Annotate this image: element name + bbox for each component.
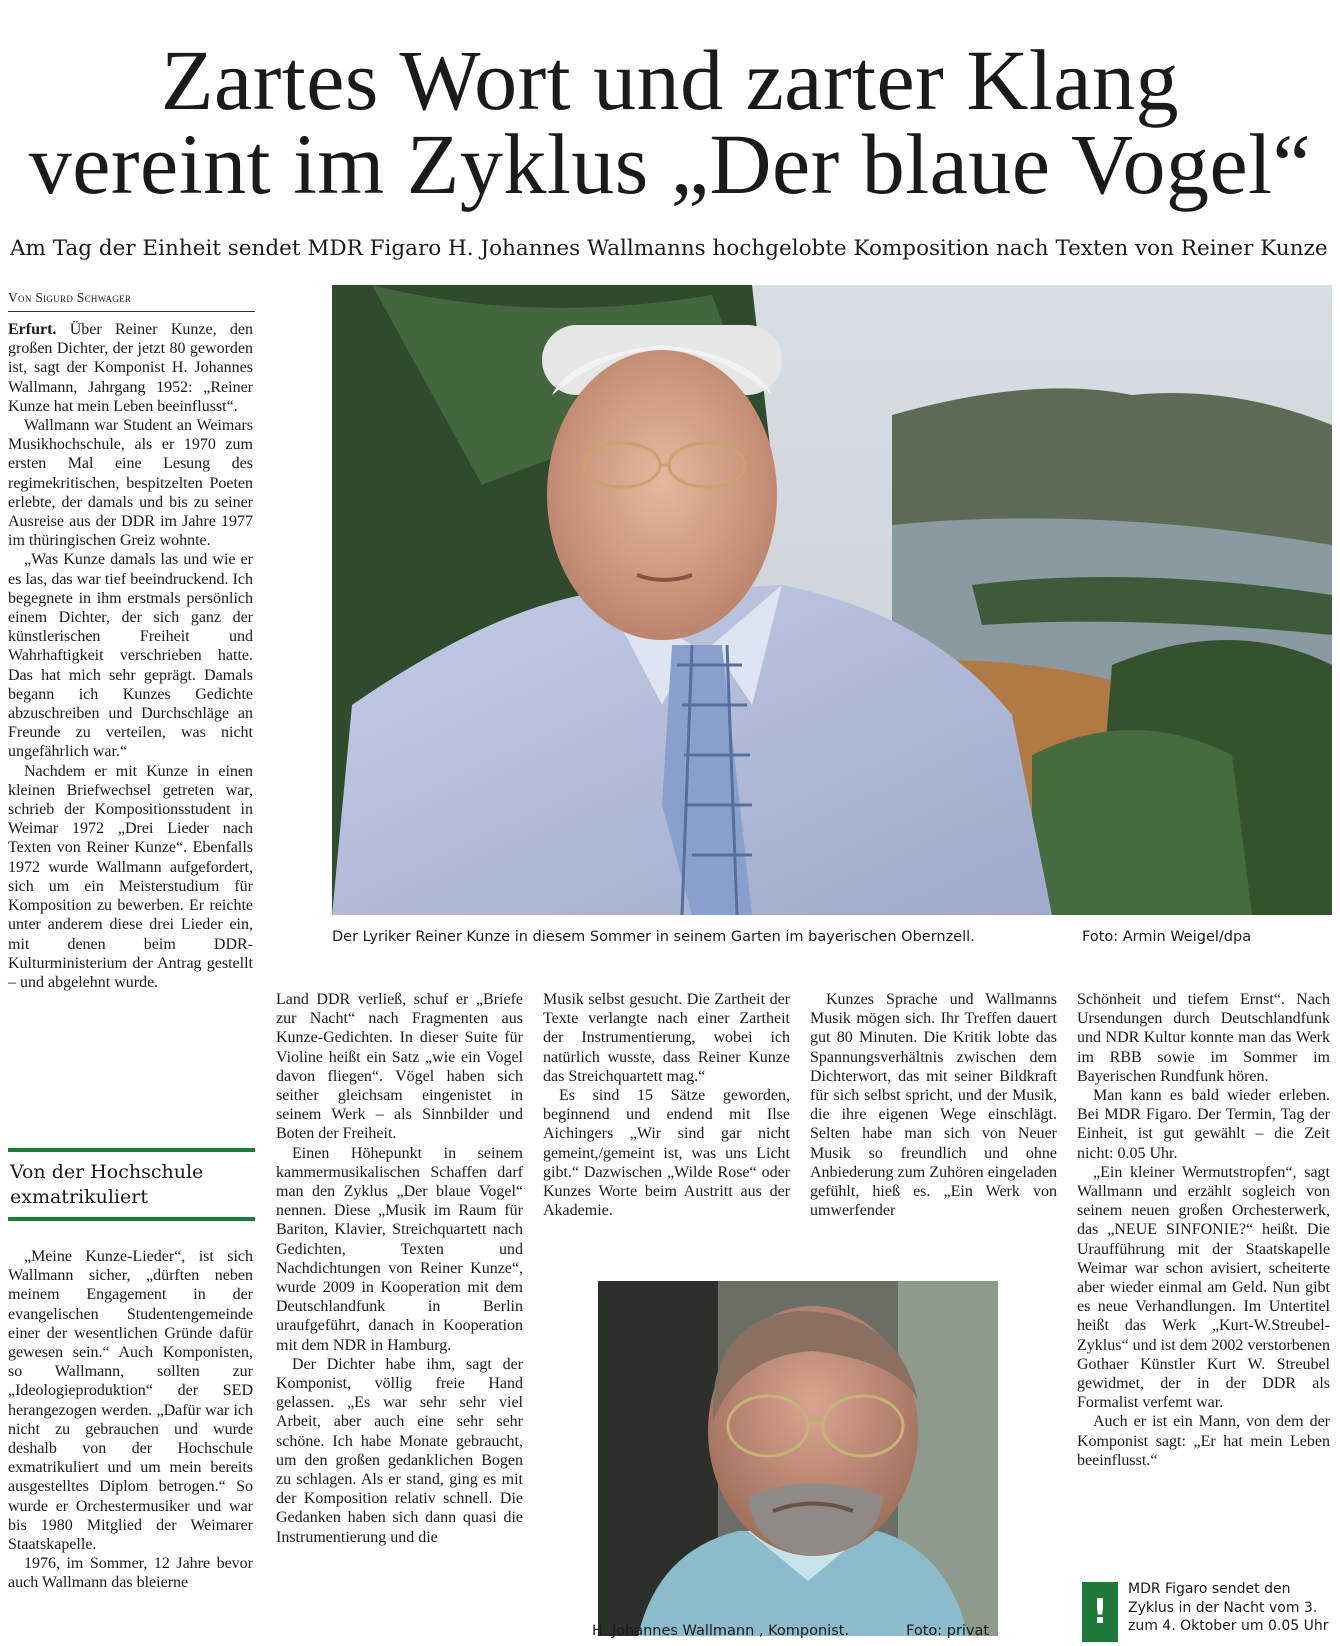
photo-caption: H. Johannes Wallmann , Komponist.: [592, 1623, 850, 1639]
paragraph: Einen Höhepunkt in seinem kammermusikalischen Schaffen darf man den Zyklus „Der blaue Vogel“ nennen. Diese „Musik im Raum für Bariton, Klavier, Streichquartett nach Gedichten, Texten und Nachdichtungen von Reiner Kunze“, wurde 2009 in Kooperation mit dem Deutschlandfunk in Berlin uraufgeführt, danach in Kooperation mit dem NDR in Hamburg.: [276, 1144, 523, 1354]
subheadline: Am Tag der Einheit sendet MDR Figaro H. Johannes Wallmanns hochgelobte Komposition nach Texten von Reiner Kunze: [10, 236, 1328, 261]
portrait-photo-icon: [598, 1281, 998, 1636]
photo-johannes-wallmann: [598, 1281, 998, 1636]
paragraph: Es sind 15 Sätze geworden, beginnend und endend mit Ilse Aichingers „Wir sind gar nicht gemeint,/gemeint ist, was uns Licht gibt.“ Dazwischen „Wilde Rose“ oder Kunzes Worte beim Austritt aus der Akademie.: [543, 1087, 790, 1220]
paragraph: 1976, im Sommer, 12 Jahre bevor auch Wallmann das bleierne: [8, 1555, 253, 1592]
photo-caption: Der Lyriker Reiner Kunze in diesem Sommer in seinem Garten im bayerischen Obernzell.: [332, 929, 975, 945]
headline: [0, 32, 1340, 212]
paragraph: Wallmann war Student an Weimars Musikhochschule, als er 1970 zum ersten Mal eine Lesung des regimekritischen, bespitzelten Poeten erlebte, der damals und bis zu seiner Ausreise aus der DDR im Jahre 1977 im thüringischen Greiz wohnte.: [8, 417, 253, 550]
photo-reiner-kunze: [332, 285, 1332, 915]
info-box: [1082, 1580, 1336, 1642]
article-column-1-top: [8, 320, 253, 992]
paragraph: Erfurt. Über Reiner Kunze, den großen Dichter, der jetzt 80 geworden ist, sagt der Komponist H. Johannes Wallmann, Jahrgang 1952: „Reiner Kunze hat mein Leben beeinflusst“.: [8, 321, 253, 415]
headline-line-2: vereint im Zyklus „Der blaue Vogel“: [28, 116, 1312, 212]
article-column-2: [276, 990, 523, 1547]
byline: Von Sigurd Schwager: [8, 290, 255, 312]
paragraph: Land DDR verließ, schuf er „Briefe zur Nacht“ nach Fragmenten aus Kunze-Gedichten. In dieser Suite für Violine heißt ein Satz „wie ein Vogel davon fliegen“. Vögel haben sich seither gleichsam eingenistet in seinem Werk – als Sinnbilder und Boten der Freiheit.: [276, 991, 523, 1143]
article-column-4: [810, 990, 1057, 1220]
paragraph: Musik selbst gesucht. Die Zartheit der Texte verlangte nach einer Zartheit der Instrumentierung, wobei ich natürlich wusste, dass Reiner Kunze das Streichquartett mag.“: [543, 991, 790, 1085]
dateline: Erfurt.: [8, 321, 57, 338]
headline-line-1: Zartes Wort und zarter Klang: [161, 32, 1179, 128]
paragraph: Man kann es bald wieder erleben. Bei MDR Figaro. Der Termin, Tag der Einheit, ist gut gewählt – die Zeit nicht: 0.05 Uhr.: [1077, 1087, 1330, 1162]
photo-credit: Foto: privat: [906, 1623, 990, 1639]
paragraph: Auch er ist ein Mann, von dem der Komponist sagt: „Er hat mein Leben beeinflusst.“: [1077, 1413, 1330, 1469]
paragraph: Schönheit und tiefem Ernst“. Nach Ursendungen durch Deutschlandfunk und NDR Kultur konnte man das Werk im RBB sowie im Sommer im Bayerischen Rundfunk hören.: [1077, 991, 1330, 1085]
section-subheading-text: Von der Hochschule exmatrikuliert: [10, 1161, 204, 1208]
photo-credit: Foto: Armin Weigel/dpa: [1082, 929, 1252, 945]
paragraph: „Ein kleiner Wermutstropfen“, sagt Wallmann und erzählt sogleich von seinem neuen großen Orchesterwerk, das „NEUE SINFONIE?“ heißt. Die Uraufführung mit der Staatskapelle Weimar war schon avisiert, scheiterte aber wieder einmal am Geld. Nun gibt es neue Verhandlungen. Im Untertitel heißt das Werk „Kurt-W.Streubel-Zyklus“ und ist dem 2002 verstorbenen Gothaer Künstler Kurt W. Streubel gewidmet, der in der DDR als Formalist verfemt war.: [1077, 1163, 1330, 1412]
paragraph: Nachdem er mit Kunze in einen kleinen Briefwechsel getreten war, schrieb der Kompositionsstudent in Weimar 1972 „Drei Lieder nach Texten von Reiner Kunze“. Ebenfalls 1972 wurde Wallmann aufgefordert, sich um ein Meisterstudium für Komposition zu bewerben. Er reichte unter anderem diese drei Lieder ein, mit denen beim DDR-Kulturministerium der Antrag gestellt – und abgelehnt wurde.: [8, 762, 253, 991]
article-column-5: [1077, 990, 1330, 1470]
article-column-1-bottom: [8, 1247, 253, 1593]
paragraph: Kunzes Sprache und Wallmanns Musik mögen sich. Ihr Treffen dauert gut 80 Minuten. Die Kritik lobte das Spannungsverhältnis zwischen dem Dichterwort, das mit seiner Bildkraft für sich selbst spricht, und der Musik, die ihre eigenen Wege einschlägt. Selten habe man sich von Neuer Musik so freundlich und ohne Anbiederung zum Zuhören eingeladen gefühlt, hieß es. „Ein Werk von umwerfender: [810, 991, 1057, 1220]
paragraph: Der Dichter habe ihm, sagt der Komponist, völlig freie Hand gelassen. „Es war sehr sehr viel Arbeit, aber auch eine sehr sehr schöne. Ich habe Monate gebraucht, um den großen gedanklichen Bogen zu schlagen. Als er stand, ging es mit der Komposition relativ schnell. Die Gedanken haben sich dann quasi die Instrumentierung und die: [276, 1355, 523, 1546]
article-column-3: [543, 990, 790, 1220]
paragraph: „Was Kunze damals las und wie er es las, das war tief beeindruckend. Ich begegnete in ihm erstmals persönlich einem Dichter, der sich ganz der künstlerischen Freiheit und Wahrhaftigkeit verschrieben hatte. Das hat mich sehr geprägt. Damals begann ich Kunzes Gedichte abzuschreiben und Durchschläge an Freunde zu verteilen, was nicht ungefährlich war.“: [8, 551, 253, 761]
portrait-photo-icon: [332, 285, 1332, 915]
exclamation-icon: !: [1082, 1582, 1118, 1642]
section-subheading: [8, 1148, 255, 1221]
info-box-text: MDR Figaro sendet den Zyklus in der Nacht vom 3. zum 4. Oktober um 0.05 Uhr: [1128, 1581, 1329, 1634]
paragraph: „Meine Kunze-Lieder“, ist sich Wallmann sicher, „dürften neben meinem Engagement in der evangelischen Studentengemeinde einer der wesentlichen Gründe dafür gewesen sein.“ Auch Komponisten, so Wallmann, sollten zur „Ideologieproduktion“ der SED herangezogen werden. „Dafür war ich nicht zu gebrauchen und wurde deshalb von der Hochschule exmatrikuliert und um mein bereits ausgestelltes Diplom betrogen.“ So wurde er Orchestermusiker und war bis 1980 Mitglied der Weimarer Staatskapelle.: [8, 1248, 253, 1554]
